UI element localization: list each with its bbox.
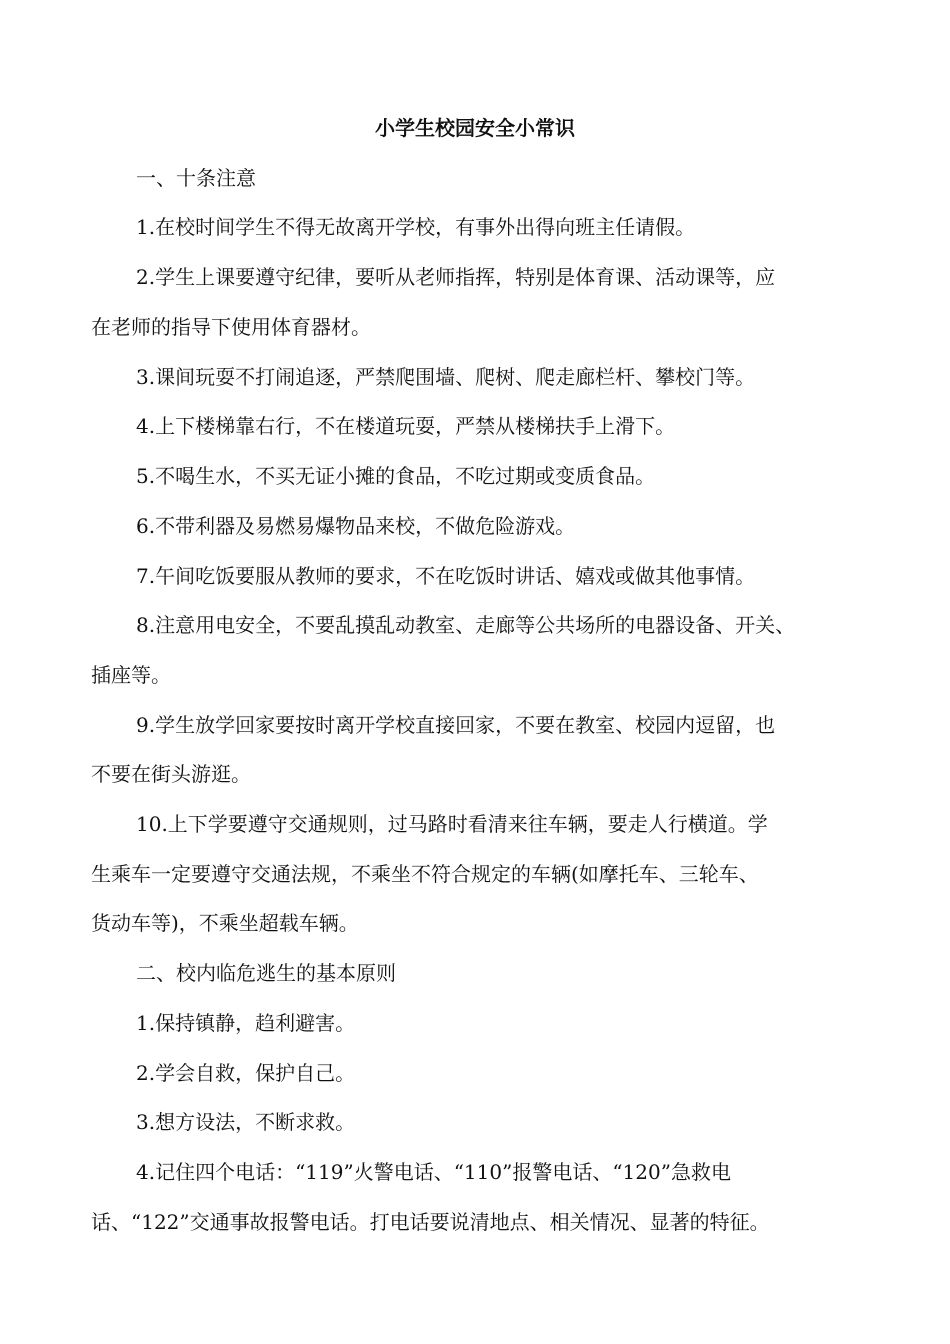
principle-2-line-1: 2.学会自救，保护自己。 bbox=[136, 1061, 356, 1085]
section-heading-1: 一、十条注意 bbox=[136, 166, 256, 190]
principle-4-line-1: 4.记住四个电话：“119”火警电话、“110”报警电话、“120”急救电 bbox=[136, 1160, 731, 1184]
item-3-line-1: 3.课间玩耍不打闹追逐，严禁爬围墙、爬树、爬走廊栏杆、攀校门等。 bbox=[136, 365, 756, 389]
item-6-line-1: 6.不带利器及易燃易爆物品来校，不做危险游戏。 bbox=[136, 514, 576, 538]
item-8-line-2: 插座等。 bbox=[91, 663, 171, 687]
item-2-line-1: 2.学生上课要遵守纪律，要听从老师指挥，特别是体育课、活动课等，应 bbox=[136, 265, 776, 289]
section-heading-2: 二、校内临危逃生的基本原则 bbox=[136, 961, 396, 985]
item-10-line-3: 货动车等)，不乘坐超载车辆。 bbox=[91, 911, 359, 935]
item-10-line-1: 10.上下学要遵守交通规则，过马路时看清来往车辆，要走人行横道。学 bbox=[136, 812, 768, 836]
item-2-line-2: 在老师的指导下使用体育器材。 bbox=[91, 315, 371, 339]
item-7-line-1: 7.午间吃饭要服从教师的要求，不在吃饭时讲话、嬉戏或做其他事情。 bbox=[136, 564, 756, 588]
document-title: 小学生校园安全小常识 bbox=[375, 116, 575, 140]
item-1-line-1: 1.在校时间学生不得无故离开学校，有事外出得向班主任请假。 bbox=[136, 215, 696, 239]
item-9-line-1: 9.学生放学回家要按时离开学校直接回家，不要在教室、校园内逗留，也 bbox=[136, 713, 776, 737]
principle-1-line-1: 1.保持镇静，趋利避害。 bbox=[136, 1011, 356, 1035]
principle-3-line-1: 3.想方设法，不断求救。 bbox=[136, 1110, 356, 1134]
item-4-line-1: 4.上下楼梯靠右行，不在楼道玩耍，严禁从楼梯扶手上滑下。 bbox=[136, 414, 676, 438]
item-5-line-1: 5.不喝生水，不买无证小摊的食品，不吃过期或变质食品。 bbox=[136, 464, 656, 488]
item-10-line-2: 生乘车一定要遵守交通法规，不乘坐不符合规定的车辆(如摩托车、三轮车、 bbox=[91, 862, 759, 886]
principle-4-line-2: 话、“122”交通事故报警电话。打电话要说清地点、相关情况、显著的特征。 bbox=[91, 1210, 770, 1234]
item-9-line-2: 不要在街头游逛。 bbox=[91, 762, 251, 786]
item-8-line-1: 8.注意用电安全，不要乱摸乱动教室、走廊等公共场所的电器设备、开关、 bbox=[136, 613, 796, 637]
